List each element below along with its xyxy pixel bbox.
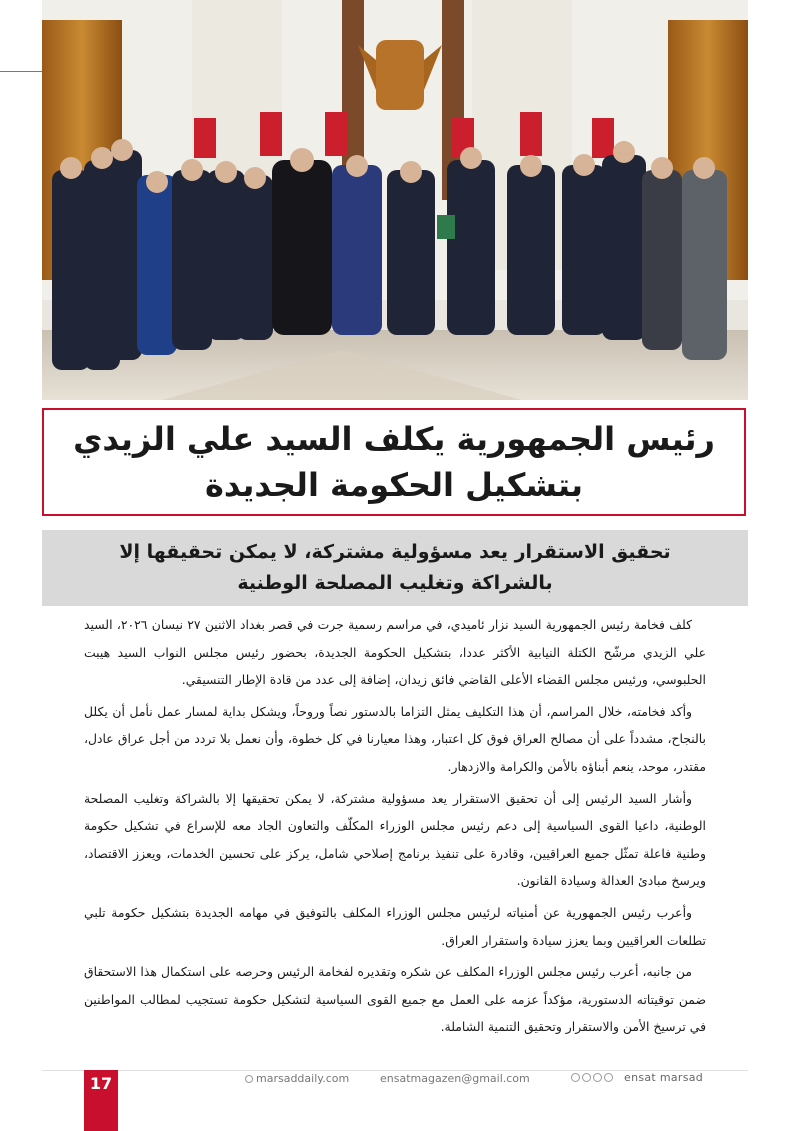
headline-box xyxy=(42,408,746,516)
footer-brand: ensat marsad xyxy=(624,1071,704,1084)
page-number: 17 xyxy=(89,1074,113,1093)
paragraph-5: من جانبه، أعرب رئيس مجلس الوزراء المكلف عن شكره وتقديره لفخامة الرئيس وحرصه على استكمال هذا الاستحقاق ضمن توقيتاته الدستورية، مؤكداً عزمه على العمل مع جميع القوى السياسية لتشكيل حكومة تستجيب لمطالب المواطنين في ترسيخ الأمن والاستقرار وتحقيق التنمية الشاملة. xyxy=(84,964,706,1035)
article-subheadline: تحقيق الاستقرار يعد مسؤولية مشتركة، لا يمكن تحقيقها إلا بالشراكة وتغليب المصلحة الوطنية xyxy=(119,541,671,594)
globe-icon xyxy=(245,1075,253,1083)
website-text: marsaddaily.com xyxy=(256,1072,350,1085)
instagram-icon[interactable] xyxy=(593,1073,602,1082)
social-icons xyxy=(571,1073,613,1082)
youtube-icon[interactable] xyxy=(604,1073,613,1082)
article-body xyxy=(84,611,706,1045)
subheadline-box xyxy=(42,530,748,606)
twitter-icon[interactable] xyxy=(582,1073,591,1082)
paragraph-3: وأشار السيد الرئيس إلى أن تحقيق الاستقرار يعد مسؤولية مشتركة، لا يمكن تحقيقها إلا بالشراكة وتغليب المصلحة الوطنية، داعيا القوى السياسية إلى دعم رئيس مجلس الوزراء المكلّف والتعاون الجاد معه للإسراع في تشكيل حكومة وطنية فاعلة تمثّل جميع العراقيين، وقادرة على تنفيذ برنامج إصلاحي شامل، يركز على تحسين الخدمات، ويعزز الاقتصاد، ويرسخ مبادئ العدالة وسيادة القانون. xyxy=(84,790,706,889)
footer-website[interactable] xyxy=(245,1072,349,1085)
paragraph-1: كلف فخامة رئيس الجمهورية السيد نزار ئاميدي، في مراسم رسمية جرت في قصر بغداد الاثنين ٢٧ نيسان ٢٠٢٦، السيد علي الزيدي مرشّح الكتلة النيابية الأكثر عددا، بتشكيل الحكومة الجديدة، بحضور رئيس مجلس النواب السيد هيبت الحلبوسي، ورئيس مجلس القضاء الأعلى القاضي فائق زيدان، إضافة إلى عدد من قادة الإطار التنسيقي. xyxy=(84,617,706,688)
article-photo xyxy=(42,0,748,400)
facebook-icon[interactable] xyxy=(571,1073,580,1082)
paragraph-2: وأكد فخامته، خلال المراسم، أن هذا التكليف يمثل التزاما بالدستور نصاً وروحاً، ويشكل بداية لمسار عمل نأمل أن يكلل بالنجاح، مشدداً على أن مصالح العراق فوق كل اعتبار، وهذا معيارنا في كل خطوة، وأن نعمل بلا تردد من أجل عراق عادل، مقتدر، موحد، ينعم أبناؤه بالأمن والكرامة والازدهار. xyxy=(84,703,706,774)
decorative-teal-line xyxy=(0,71,42,72)
article-headline: رئيس الجمهورية يكلف السيد علي الزيدي بتشكيل الحكومة الجديدة xyxy=(73,420,715,504)
footer-email[interactable]: ensatmagazen@gmail.com xyxy=(380,1072,530,1085)
paragraph-4: وأعرب رئيس الجمهورية عن أمنياته لرئيس مجلس الوزراء المكلف بالتوفيق في مهامه الجديدة بتشكيل حكومة تلبي تطلعات العراقيين وبما يعزز سيادة واستقرار العراق. xyxy=(84,904,706,948)
